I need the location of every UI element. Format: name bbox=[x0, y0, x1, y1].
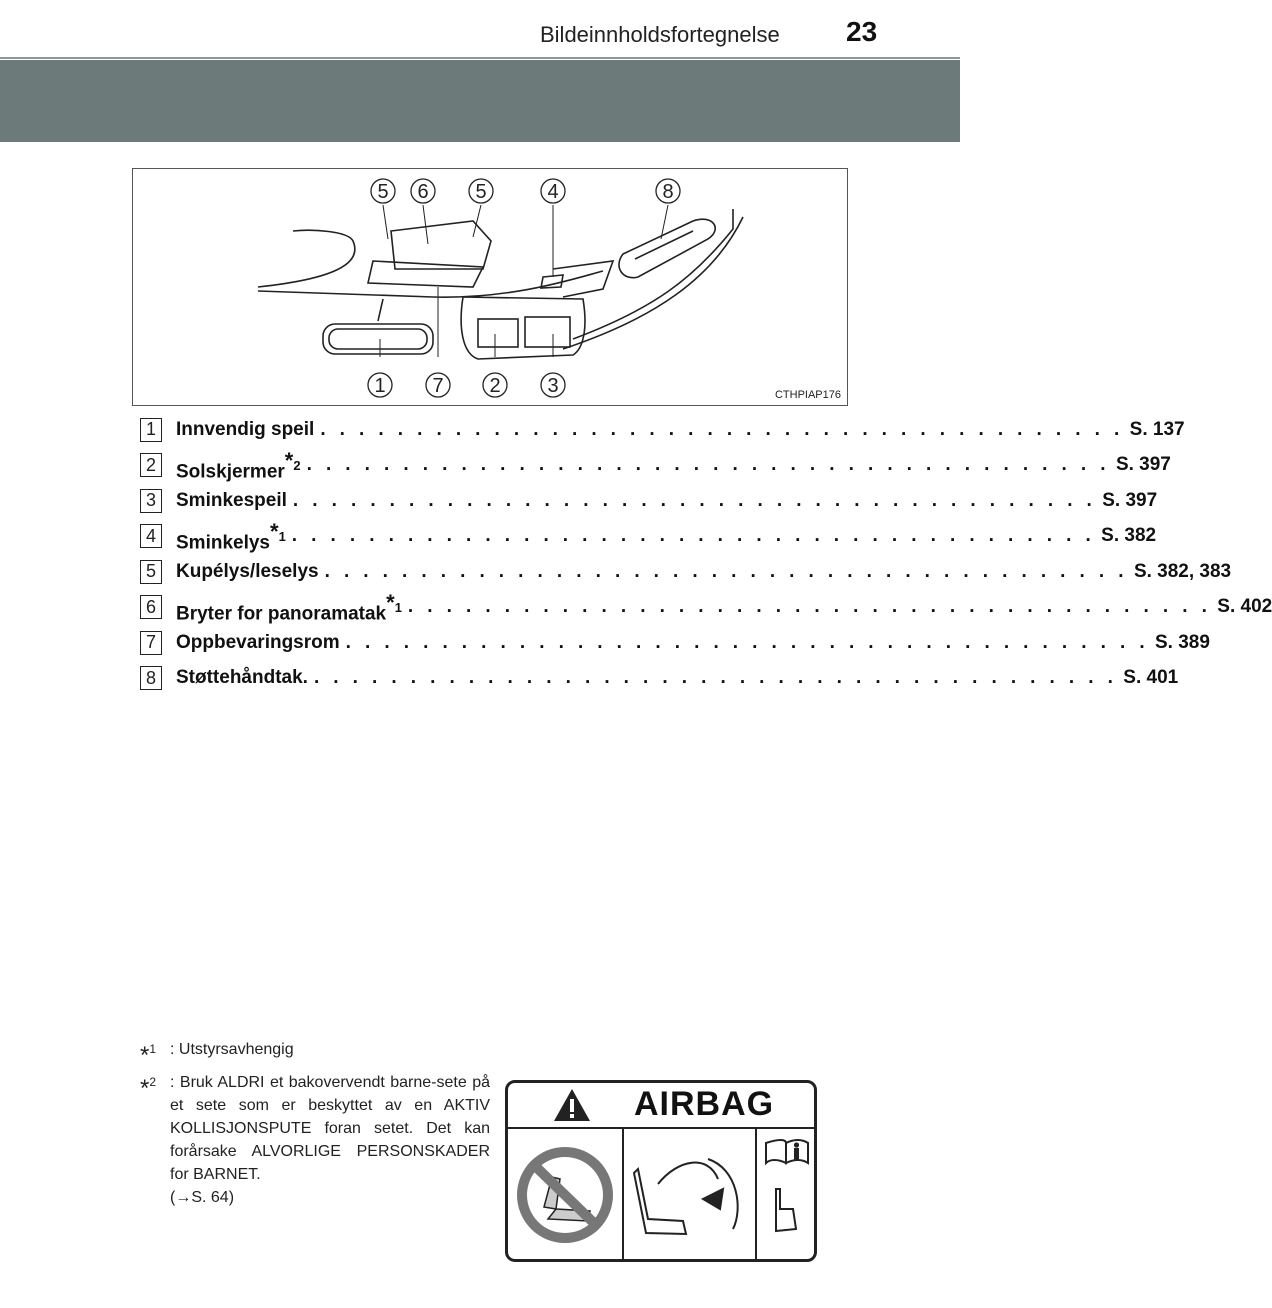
list-item bbox=[140, 625, 1210, 661]
item-page-ref[interactable]: S. 397 bbox=[1102, 489, 1158, 511]
callout-top-label: 5 bbox=[475, 181, 487, 203]
item-number: 2 bbox=[140, 453, 162, 477]
item-number: 3 bbox=[140, 489, 162, 513]
item-list bbox=[140, 412, 1272, 696]
leader-dots: . . . . . . . . . . . . . . . . . . . . . . . . . . . . . . . . . . . . . . . . . . bbox=[291, 525, 1096, 547]
item-page-ref[interactable]: S. 397 bbox=[1115, 454, 1171, 476]
header-rule bbox=[0, 57, 960, 59]
airbag-pictograms bbox=[508, 1129, 814, 1261]
footnotes bbox=[140, 1038, 490, 1219]
leader-dots: . . . . . . . . . . . . . . . . . . . . . . . . . . . . . . . . . . . . . . . . . . bbox=[292, 489, 1097, 511]
interior-figure bbox=[132, 168, 848, 406]
footnote bbox=[140, 1038, 490, 1069]
footnote-marker: *$^2$ bbox=[140, 1075, 157, 1102]
page-header-title: Bildeinnholdsfortegnelse bbox=[540, 22, 780, 47]
item-page-ref[interactable]: S. 382, 383 bbox=[1133, 560, 1232, 582]
item-label: Bryter for panoramatak$^{*1}$ bbox=[176, 589, 402, 624]
leader-dots: . . . . . . . . . . . . . . . . . . . . . . . . . . . . . . . . . . . . . . . . . . bbox=[407, 596, 1212, 618]
leader-dots: . . . . . . . . . . . . . . . . . . . . . . . . . . . . . . . . . . . . . . . . . . bbox=[313, 667, 1118, 689]
list-item bbox=[140, 518, 1157, 555]
item-page-ref[interactable]: S. 137 bbox=[1129, 418, 1185, 440]
airbag-label-header bbox=[508, 1083, 814, 1129]
list-item bbox=[140, 483, 1158, 519]
manual-info-icon bbox=[766, 1140, 808, 1231]
callout-bottom-label: 1 bbox=[374, 375, 386, 397]
item-number: 1 bbox=[140, 418, 162, 442]
item-number: 6 bbox=[140, 595, 162, 619]
leader-dots: . . . . . . . . . . . . . . . . . . . . . . . . . . . . . . . . . . . . . . . . . . bbox=[324, 560, 1128, 582]
figure-code: CTHPIAP176 bbox=[774, 389, 841, 401]
callout-bottom-label: 2 bbox=[489, 375, 501, 397]
airbag-deploy-icon bbox=[634, 1159, 738, 1234]
header-band bbox=[0, 60, 960, 142]
item-page-ref[interactable]: S. 402 bbox=[1217, 596, 1272, 618]
item-page-ref[interactable]: S. 389 bbox=[1155, 631, 1210, 653]
item-label: Solskjermer$^{*2}$ bbox=[176, 447, 301, 482]
footnote-text: : Utstyrsavhengig bbox=[170, 1041, 294, 1058]
footnote bbox=[140, 1071, 490, 1186]
item-number: 4 bbox=[140, 524, 162, 548]
item-label: Sminkelys$^{*1}$ bbox=[176, 518, 286, 553]
item-number: 8 bbox=[140, 666, 162, 690]
list-item bbox=[140, 554, 1232, 590]
list-item bbox=[140, 412, 1185, 448]
callout-top-label: 5 bbox=[377, 181, 389, 203]
footnote-text: (→S. 64) bbox=[170, 1189, 235, 1206]
airbag-warning-label bbox=[505, 1080, 817, 1262]
item-number: 5 bbox=[140, 560, 162, 584]
page-number: 23 bbox=[846, 16, 878, 47]
list-item bbox=[140, 589, 1272, 626]
callout-top-label: 4 bbox=[547, 181, 559, 203]
item-label: Sminkespeil bbox=[176, 489, 287, 511]
leader-dots: . . . . . . . . . . . . . . . . . . . . . . . . . . . . . . . . . . . . . . . . . . bbox=[320, 418, 1124, 440]
item-number: 7 bbox=[140, 631, 162, 655]
leader-dots: . . . . . . . . . . . . . . . . . . . . . . . . . . . . . . . . . . . . . . . . . . bbox=[345, 631, 1149, 653]
footnote-marker: *$^1$ bbox=[140, 1042, 157, 1069]
roof-interior-illustration bbox=[133, 169, 849, 407]
item-label: Kupélys/leselys bbox=[176, 560, 319, 582]
callout-bottom-label: 7 bbox=[432, 375, 444, 397]
warning-triangle-icon bbox=[552, 1087, 592, 1123]
item-page-ref[interactable]: S. 401 bbox=[1123, 667, 1179, 689]
airbag-word: AIRBAG bbox=[634, 1085, 775, 1123]
no-rear-facing-seat-icon bbox=[517, 1147, 613, 1243]
footnote-reference[interactable] bbox=[140, 1186, 490, 1209]
callout-bottom-label: 3 bbox=[547, 375, 559, 397]
item-label: Innvendig speil bbox=[176, 418, 315, 440]
item-label: Støttehåndtak. bbox=[176, 667, 308, 689]
list-item bbox=[140, 447, 1171, 484]
callout-top-label: 8 bbox=[662, 181, 674, 203]
item-label: Oppbevaringsrom bbox=[176, 631, 340, 653]
callout-top-label: 6 bbox=[417, 181, 429, 203]
item-page-ref[interactable]: S. 382 bbox=[1101, 525, 1157, 547]
list-item bbox=[140, 661, 1179, 697]
footnote-text: : Bruk ALDRI et bakovervendt barne-sete på et sete som er beskyttet av en AKTIV KOLLISJONSPUTE foran setet. Det kan forårsake ALVORLIGE PERSONSKADER for BARNET. bbox=[170, 1074, 490, 1183]
leader-dots: . . . . . . . . . . . . . . . . . . . . . . . . . . . . . . . . . . . . . . . . . . bbox=[306, 454, 1110, 476]
